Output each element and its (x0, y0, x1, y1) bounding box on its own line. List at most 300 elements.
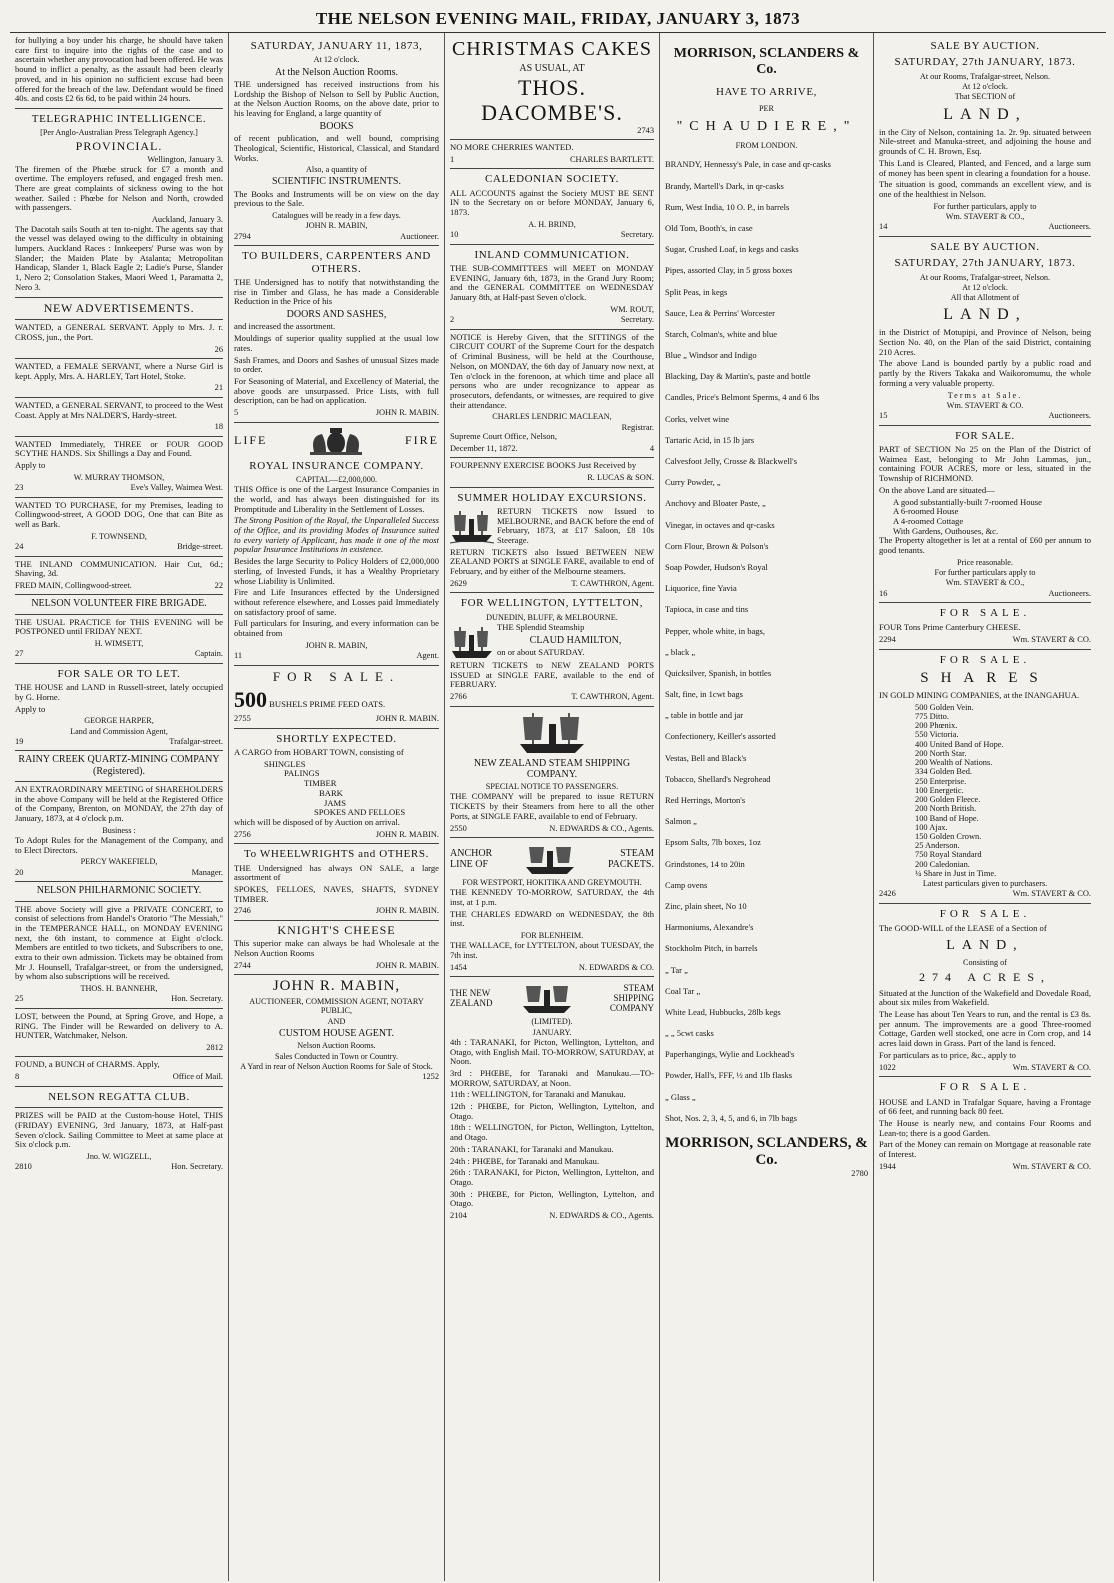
goods-item: Shot, Nos. 2, 3, 4, 5, and 6, in 7lb bags (665, 1112, 797, 1123)
divider (15, 1056, 223, 1057)
wallace-sailing: THE WALLACE, for LYTTELTON, about TUESDAY, the 7th inst. (450, 940, 654, 961)
blenheim-heading: FOR BLENHEIM. (520, 931, 584, 941)
signature-line (234, 961, 439, 970)
auctioneer-name: JOHN R. MABIN. (375, 714, 439, 724)
knights-cheese-text: This superior make can always be had Wholesale at the Nelson Auction Rooms (234, 938, 439, 959)
divider (15, 614, 223, 615)
goods-item: „ Glass „ (665, 1091, 696, 1102)
goods-item: Blacking, Day & Martin's, paste and bottle (665, 371, 811, 382)
anchor-line-right (608, 848, 654, 871)
insurance-header (234, 426, 439, 456)
from-london: FROM LONDON. (735, 141, 798, 151)
schedule-entry: 12th : PHŒBE, for Picton, Wellington, Lyttelton, and Otago. (450, 1101, 654, 1121)
auctioneer-name: Wm. STAVERT & CO. (1012, 635, 1091, 645)
signature-line (15, 994, 223, 1003)
divider (879, 425, 1091, 426)
signatory-role: Hon. Secretary. (171, 994, 223, 1004)
wellington-news: The firemen of the Phœbe struck for £7 a month and overtime. The employers refused, and engaged fresh men. There are great complaints of sickness owing to the hot weather. Sailed : Phœbe for Nelson and North, crowded with passengers. (15, 163, 223, 213)
land-heading: LAND, (943, 105, 1027, 123)
signatory: CHARLES LENDRIC MACLEAN, (492, 412, 612, 422)
shortly-expected-heading: SHORTLY EXPECTED. (276, 732, 397, 745)
nz-port-tickets: RETURN TICKETS also Issued BETWEEN NEW ZEALAND PORTS at SINGLE FARE, available to end of February, and by either of the Melbourne steamers. (450, 546, 654, 577)
divider (450, 706, 654, 707)
signature-line (879, 1162, 1091, 1171)
also-label: Also, a quantity of (306, 165, 367, 175)
land-description: The situation is good, commands an excellent view, and is one of the healthiest in Nelson. (879, 179, 1091, 199)
column-5 (873, 33, 1096, 1581)
signature-line (450, 579, 654, 588)
share-item: 200 Wealth of Nations. (915, 758, 993, 768)
insurance-text-3: Besides the large Security to Policy Holders of £2,000,000 sterling, of Invested Funds, it has a Wealthy Proprietary whose Liability is Unlimited. (234, 556, 439, 586)
insurance-text-4: Fire and Life Insurances effected by the Undersigned without reference elsewhere, and Losses paid Immediately on satisfactory proof of same. (234, 587, 439, 617)
goods-item: Epsom Salts, 7lb boxes, 1oz (665, 837, 761, 848)
goods-item: Sauce, Lea & Perrins' Worcester (665, 307, 775, 318)
auction-heading: SALE BY AUCTION. (930, 40, 1040, 52)
signature-line (15, 1162, 223, 1171)
sale-date: SATURDAY, JANUARY 11, 1873, (250, 40, 423, 52)
have-to-arrive: HAVE TO ARRIVE, (716, 85, 817, 98)
kennedy-sailing: THE KENNEDY TO-MORROW, SATURDAY, the 4th inst, at 1 p.m. (450, 887, 654, 908)
advertiser-name: F. TOWNSEND, (91, 531, 147, 541)
divider (450, 244, 654, 245)
signature-line (15, 483, 223, 492)
ad-number: 1252 (422, 1072, 439, 1082)
office-label: Office of Mail. (172, 1072, 223, 1082)
ad-number: 11 (234, 651, 243, 661)
builders-text: THE Undersigned has to notify that notwithstanding the rise in Timber and Glass, he has made a Considerable Reduction in the Price of his (234, 277, 439, 307)
divider (15, 556, 223, 557)
share-item: 334 Golden Bed. (915, 767, 972, 777)
signature-line (234, 232, 439, 241)
steamship-icon (521, 980, 573, 1016)
shares-list (879, 703, 1091, 878)
anchor-label: ANCHOR (450, 847, 493, 859)
divider (234, 422, 439, 423)
books-description: of recent publication, and well bound, comprising Theological, Scientific, Historical, Classical, and Standard Works. (234, 133, 439, 163)
auctioneer-name: JOHN R. MABIN. (375, 408, 439, 418)
steamship-icon (524, 841, 576, 877)
divider (879, 649, 1091, 650)
auctioneer-name: JOHN R. MABIN. (375, 960, 439, 970)
ad-number: 2744 (234, 960, 251, 970)
insurance-text-1: THIS Office is one of the Largest Insurance Companies in the world, and has always been distinguished for its Promptitude and Liberality in the Settlement of Losses. (234, 484, 439, 514)
signature-line (15, 1072, 223, 1081)
divider (879, 236, 1091, 237)
for-sale-heading: FOR SALE. (939, 607, 1031, 620)
ad-number: 19 (15, 736, 24, 746)
schedule-entry: 3rd : PHŒBE, for Taranaki and Manukau.—TO-MORROW, SATURDAY, at Noon. (450, 1067, 654, 1088)
philharmonic-heading: NELSON PHILHARMONIC SOCIETY. (36, 885, 202, 897)
apply-to: For particulars as to price, &c., apply to (879, 1049, 1016, 1060)
land-heading: LAND, (943, 306, 1027, 324)
column-4 (659, 33, 873, 1581)
share-item: 25 Anderson. (915, 841, 960, 851)
agent-name: JOHN R. MABIN, (305, 640, 368, 650)
catalogues-notice: Catalogues will be ready in a few days. (272, 211, 401, 221)
special-notice: SPECIAL NOTICE TO PASSENGERS. (485, 782, 619, 792)
goods-item: „ table in bottle and jar (665, 710, 744, 721)
column-3 (444, 33, 659, 1581)
goods-item: Corks, velvet wine (665, 413, 729, 424)
divider (450, 329, 654, 330)
ad-wanted-dog: WANTED TO PURCHASE, for my Premises, leading to Collingwood-street, A GOOD DOG, One that can Bite as well as Bark. (15, 499, 223, 530)
goods-item: Stockholm Pitch, in barrels (665, 943, 758, 954)
auctioneer-name: Wm. STAVERT & CO. (1012, 1062, 1091, 1072)
signature-line (450, 315, 654, 324)
apply-to: For further particulars, apply to (933, 201, 1037, 211)
divider (234, 920, 439, 921)
wheelwrights-items: SPOKES, FELLOES, NAVES, SHAFTS, SYDNEY TIMBER. (234, 883, 439, 904)
ad-number: 2550 (450, 823, 467, 833)
signatory: R. LUCAS & SON. (587, 473, 654, 483)
christmas-cakes-heading: CHRISTMAS CAKES (451, 38, 653, 60)
signatory: THOS. H. BANNEHR, (80, 984, 158, 994)
signature-line (879, 889, 1091, 898)
goods-item: BRANDY, Hennessy's Pale, in case and qr-casks (665, 159, 831, 170)
auctioneer-role: Auctioneers. (1048, 588, 1091, 598)
signature-line (234, 830, 439, 839)
instruments-heading: SCIENTIFIC INSTRUMENTS. (272, 176, 401, 188)
signatory: WM. ROUT, (610, 304, 654, 314)
insurance-text-5: Full particulars for Insuring, and every information can be obtained from (234, 618, 439, 639)
cheese-text: FOUR Tons Prime Canterbury CHEESE. (879, 622, 1021, 633)
auctioneer-name: Wm. STAVERT & CO. (1012, 1161, 1091, 1171)
nz-steam-heading: NEW ZEALAND STEAM SHIPPING COMPANY. (473, 757, 631, 780)
signature-line (450, 692, 654, 701)
inland-notice: THE SUB-COMMITTEES will MEET on MONDAY EVENING, January 6th, 1873, in the Grand Jury Room; and the GENERAL COMMITTEE on WEDNESDAY January 8th, at Half-past Seven o'clock. (450, 262, 654, 303)
royal-arms-crest-icon (306, 426, 366, 456)
for-sale-or-let-heading: FOR SALE OR TO LET. (57, 667, 181, 680)
signatory-role: Secretary. (620, 315, 654, 325)
latest-particulars: Latest particulars given to purchasers. (922, 879, 1048, 889)
signatory-role: Manager. (191, 867, 223, 877)
steamship-icon (450, 623, 494, 661)
signature-line (15, 868, 223, 877)
goods-item: Blue „ Windsor and Indigo (665, 350, 757, 361)
cargo-item: SHINGLES (264, 758, 306, 769)
nz-shipping-right: STEAM SHIPPING COMPANY (609, 983, 654, 1014)
goods-item: Candles, Price's Belmont Sperms, 4 and 6 lbs (665, 392, 820, 403)
fire-label: FIRE (404, 432, 439, 447)
cargo-item: JAMS (324, 797, 346, 808)
divider (15, 358, 223, 359)
auckland-dateline: Auckland, January 3. (151, 215, 223, 225)
divider (15, 881, 223, 882)
cargo-item: BARK (319, 787, 343, 798)
caledonian-heading: CALEDONIAN SOCIETY. (484, 173, 620, 186)
divider (234, 728, 439, 729)
ad-number: 20 (15, 867, 24, 877)
signatory-role: Captain. (194, 649, 223, 659)
apply-to: Apply to (15, 703, 46, 714)
sailing-time: on or about SATURDAY. (497, 647, 585, 658)
goods-item: Pipes, assorted Clay, in 5 gross boxes (665, 265, 793, 276)
advertiser-name: W. MURRAY THOMSON, (73, 472, 165, 482)
property-item: A 6-roomed House (893, 506, 959, 517)
divider (15, 901, 223, 902)
for-sale-or-let-text: THE HOUSE and LAND in Russell-street, lately occupied by G. Horne. (15, 682, 223, 702)
auctioneer-name: Wm. STAVERT & CO., (945, 211, 1025, 221)
ad-number: 2104 (450, 1211, 467, 1221)
divider (15, 663, 223, 664)
apply-to: Apply to (15, 460, 46, 471)
signature-line (234, 906, 439, 915)
signatory: PERCY WAKEFIELD, (80, 857, 158, 867)
ad-number: 5 (234, 408, 239, 418)
signature-line (879, 589, 1091, 598)
ad-number: 2766 (450, 692, 467, 702)
goods-item: Coal Tar „ (665, 985, 701, 996)
ad-number: 22 (214, 580, 223, 590)
auctioneer-name: JOHN R. MABIN. (375, 829, 439, 839)
divider (234, 245, 439, 246)
schedule-entry: 30th : PHŒBE, for Picton, Wellington, Lyttelton, and Otago. (450, 1188, 654, 1209)
advertiser-location: Bridge-street. (177, 542, 223, 552)
caledonian-notice: ALL ACCOUNTS against the Society MUST BE SENT IN to the Secretary on or before MONDAY, January 6, 1873. (450, 187, 654, 218)
mabin-card-name: JOHN R. MABIN, (272, 978, 401, 995)
auction-time: At 12 o'clock. (962, 82, 1008, 92)
auction-rooms: At our Rooms, Trafalgar-street, Nelson. (919, 272, 1051, 282)
wellington-route-heading: FOR WELLINGTON, LYTTELTON, (460, 597, 644, 610)
section-label: That SECTION of (954, 92, 1016, 102)
disposal-text: which will be disposed of by Auction on arrival. (234, 816, 400, 827)
property-item: A good substantially-built 7-roomed House (893, 496, 1042, 507)
goods-item: Paperhangings, Wylie and Lockhead's (665, 1049, 795, 1060)
auctioneer-role: Auctioneers. (1048, 222, 1091, 232)
sale-location: At the Nelson Auction Rooms. (274, 66, 399, 78)
divider (234, 665, 439, 666)
terms-at-sale: Terms at Sale. (947, 390, 1023, 400)
ad-number: 2294 (879, 635, 896, 645)
anchor-line-header (450, 841, 654, 877)
ad-number: 25 (15, 994, 24, 1004)
ad-number: 27 (15, 649, 24, 659)
signature-line (450, 155, 654, 164)
goods-item: Liquorice, fine Yavia (665, 583, 737, 594)
auction-heading: SALE BY AUCTION. (930, 240, 1040, 253)
goods-item: Salmon „ (665, 816, 697, 827)
ad-number: 1022 (879, 1062, 896, 1072)
divider (450, 837, 654, 838)
divider (879, 903, 1091, 904)
situated-label: On the above Land are situated— (879, 484, 995, 495)
royal-insurance-heading: ROYAL INSURANCE COMPANY. (249, 459, 424, 472)
cargo-item: TIMBER (304, 778, 337, 789)
price-label: Price reasonable. (957, 557, 1013, 567)
provincial-heading: PROVINCIAL. (75, 138, 163, 153)
allotment-label: All that Allotment of (950, 293, 1020, 303)
steamship-intro: THE Splendid Steamship (497, 622, 585, 633)
mabin-card-line: AUCTIONEER, COMMISSION AGENT, NOTARY PUBLIC, (249, 997, 424, 1016)
ship-chaudiere: "CHAUDIERE," (676, 119, 857, 135)
knights-cheese-heading: KNIGHT'S CHEESE (277, 922, 396, 937)
share-item: 200 Caledonian. (915, 859, 970, 869)
dacombe-name: THOS. DACOMBE'S. (481, 74, 623, 125)
goods-item: Anchovy and Bloater Paste, „ (665, 498, 766, 509)
books-heading: BOOKS (319, 120, 354, 132)
goods-item: Quicksilver, Spanish, in bottles (665, 667, 772, 678)
schedule-entry: 11th : WELLINGTON, for Taranaki and Manukau. (450, 1089, 626, 1100)
shares-text: IN GOLD MINING COMPANIES, at the INANGAHUA. (879, 690, 1080, 701)
agent-role: Agent. (416, 651, 439, 661)
mabin-card-line: CUSTOM HOUSE AGENT. (279, 1027, 394, 1039)
agent-location: Trafalgar-street. (169, 736, 223, 746)
property-item: With Gardens, Outhouses, &c. (893, 525, 999, 536)
ad-number: 2755 (234, 714, 251, 724)
business-text: To Adopt Rules for the Management of the Company, and to Elect Directors. (15, 835, 223, 855)
telegraphic-heading: TELEGRAPHIC INTELLIGENCE. (31, 112, 207, 125)
signatory: Jno. W. WIGZELL, (86, 1151, 152, 1161)
steamship-icon (450, 507, 494, 545)
ad-scythe-hands: WANTED Immediately, THREE or FOUR GOOD SCYTHE HANDS. Six Shillings a Day and Found. (15, 438, 223, 459)
goods-item: Rum, West India, 10 O. P., in barrels (665, 201, 790, 212)
insurance-text-2: The Strong Position of the Royal, the Unparalleled Success of the Office, and its providing Modes of Insurance suited to every variety of Applicant, has made it one of the most popular Insurance Institutions in existence. (234, 515, 439, 555)
property-item: A 4-roomed Cottage (893, 515, 964, 526)
divider (234, 974, 439, 975)
steamship-icon (517, 710, 587, 756)
share-item: 200 Phœnix. (915, 721, 958, 731)
column-1 (10, 33, 228, 1581)
divider (15, 750, 223, 751)
divider (15, 319, 223, 320)
auctioneer-role: Auctioneers. (1048, 411, 1091, 421)
nz-shipping-left: THE NEW ZEALAND (450, 988, 493, 1009)
steam-label: STEAM (620, 847, 654, 859)
lost-ring-notice: LOST, between the Pound, at Spring Grove, and Hope, a RING. The Finder will be Rewarded on delivery to A. HUNTER, Watchmaker, Nelson. (15, 1010, 223, 1041)
view-notice: The Books and Instruments will be on view on the day previous to the Sale. (234, 188, 439, 209)
divider (15, 397, 223, 398)
signature-line (450, 1211, 654, 1220)
rental-text: The Property altogether is let at a rental of £60 per annum to good tenants. (879, 535, 1091, 556)
goods-item: Old Tom, Booth's, in case (665, 222, 753, 233)
goods-item: Corn Flour, Brown & Polson's (665, 540, 769, 551)
share-item: 500 Golden Vein. (915, 702, 974, 712)
apply-to: For further particulars apply to (934, 568, 1036, 578)
for-sale-heading: FOR SALE. (939, 907, 1031, 920)
divider (15, 497, 223, 498)
circuit-court-notice: NOTICE is Hereby Given, that the SITTINGS of the CIRCUIT COURT of the Supreme Court for the despatch of Criminal Business, will be held at the Courthouse, Nelson, on MONDAY, the 6th day of January now next, at Ten o'clock in the forenoon, at which time and place all persons who are under recognizance to appear as prosecutors, defendants, or witnesses, are required to give their attendance. (450, 331, 654, 410)
land-description: This Land is Cleared, Planted, and Fenced, and a large sum of money has been spent in clearing a foundation for a house. (879, 157, 1091, 178)
nz-shipping-header (450, 980, 654, 1016)
cherries-notice: NO MORE CHERRIES WANTED. (450, 142, 574, 153)
signature-line (234, 651, 439, 660)
court-office: Supreme Court Office, Nelson, (450, 431, 558, 442)
lease-location: Situated at the Junction of the Wakefield and Dovedale Road, about six miles from Wakefield. (879, 987, 1091, 1008)
auction-date: SATURDAY, 27th JANUARY, 1873. (894, 257, 1076, 270)
goods-item: Pepper, whole white, in bags, (665, 625, 765, 636)
new-advertisements-heading: NEW ADVERTISEMENTS. (43, 300, 195, 315)
divider (450, 592, 654, 593)
ad-number: 23 (15, 483, 24, 493)
house-text: The House is nearly new, and contains Four Rooms and Lean-to; there is a good Garden. (879, 1117, 1091, 1138)
goods-item: „ „ 5cwt casks (665, 1028, 714, 1039)
divider (879, 1076, 1091, 1077)
acres-heading: 274 ACRES, (918, 970, 1051, 985)
signatory: A. H. BRIND, (528, 219, 576, 229)
limited-label: (LIMITED). (531, 1017, 573, 1027)
agent-name: T. CAWTHRON, Agent. (571, 578, 654, 588)
shares-heading: SHARES (920, 670, 1050, 687)
signature-line (15, 737, 223, 746)
cargo-text: A CARGO from HOBART TOWN, consisting of (234, 746, 404, 757)
philharmonic-notice: THE above Society will give a PRIVATE CONCERT, to consist of selections from Handel's Oratorio "The Messiah," in the TEMPERANCE HALL, on MONDAY EVENING next, the 6th instant, to commence at Eight o'clock. Members are entitled to two tickets, and Subscribers to one, extra to their own admission. Tickets may be obtained from Mr J. Hounsell, Trafalgar-street, or from the undersigned, by whom also subscriptions will be received. (15, 903, 223, 982)
regatta-notice: PRIZES will be PAID at the Custom-house Hotel, THIS (FRIDAY) EVENING, 3rd January, 1873, at Half-past Seven o'clock. Sailing Committee to Meet at same place at Six o'clock p.m. (15, 1110, 223, 1150)
for-sale-heading: FOR SALE. (955, 429, 1015, 442)
lease-text: The Lease has about Ten Years to run, and the rental is £3 8s. per annum. The improvements are a good Three-roomed Cottage, Garden well stocked, one acre in Corn crop, and 14 acres laid down in Grass. Part of the land is fenced. (879, 1009, 1091, 1049)
goods-item: Sugar, Crushed Loaf, in kegs and casks (665, 244, 799, 255)
sash-frames-text: Sash Frames, and Doors and Sashes of unusual Sizes made to order. (234, 354, 439, 375)
wheelwrights-text: THE Undersigned has always ON SALE, a large assortment of (234, 862, 439, 883)
signature-line (879, 1063, 1091, 1072)
charles-edward-sailing: THE CHARLES EDWARD on WEDNESDAY, the 8th inst. (450, 908, 654, 929)
signature-line (450, 444, 654, 453)
books-sale-text: THE undersigned has received instructions from his Lordship the Bishop of Nelson to Sell by Public Auction, at the Nelson Auction Rooms, on the above date, prior to his leaving for England, a large quantity of (234, 78, 439, 119)
goods-item: Confectionery, Keiller's assorted (665, 731, 776, 742)
ad-number: 1 (450, 154, 455, 164)
builders-heading: TO BUILDERS, CARPENTERS AND OTHERS. (242, 250, 431, 275)
signatory: CHARLES BARTLETT. (569, 154, 654, 164)
agent-name: N. EDWARDS & CO., Agents. (549, 1211, 654, 1221)
schedule-entry: 24th : PHŒBE, for Taranaki and Manukau. (450, 1155, 600, 1166)
mabin-card-line: A Yard in rear of Nelson Auction Rooms for Sale of Stock. (240, 1061, 433, 1071)
notice-date: December 11, 1872. (450, 443, 518, 453)
ad-number: 10 (450, 230, 459, 240)
share-item: 550 Victoria. (915, 730, 959, 740)
divider (15, 108, 223, 109)
goods-item: Split Peas, in kegs (665, 286, 728, 297)
ad-number: 4 (649, 443, 654, 453)
ad-number: 1944 (879, 1161, 896, 1171)
exercise-books-notice: FOURPENNY EXERCISE BOOKS Just Received by (450, 460, 637, 471)
oats-quantity: 500 (234, 687, 267, 713)
signature-line (15, 581, 223, 590)
signature-line (450, 963, 654, 972)
ad-servant-west-coast: WANTED, a GENERAL SERVANT, to proceed to the West Coast. Apply at Mrs NALDER'S, Hardy-street. (15, 399, 223, 420)
mabin-card-line: Sales Conducted in Town or Country. (275, 1051, 398, 1061)
wheelwrights-heading: To WHEELWRIGHTS and OTHERS. (244, 848, 429, 861)
goods-item: White Lead, Hubbucks, 28lb kegs (665, 1006, 781, 1017)
ad-general-servant: WANTED, a GENERAL SERVANT. Apply to Mrs. J. r. CROSS, jun., the Port. (15, 322, 223, 342)
share-item: 250 Enterprise. (915, 776, 967, 786)
goods-list (665, 160, 868, 1123)
auctioneer-role: Auctioneer. (400, 231, 439, 241)
ad-number: 2746 (234, 906, 251, 916)
land-description: in the City of Nelson, containing 1a. 2r. 9p. situated between Nile-street and Manuka-street, and adjoining the house and grounds of C. H. Brown, Esq. (879, 126, 1091, 157)
share-item: 200 North Star. (915, 748, 967, 758)
auctioneer-name: JOHN R. MABIN, (305, 221, 368, 231)
firm-heading: MORRISON, SCLANDERS & Co. (673, 46, 860, 77)
share-item: 775 Ditto. (915, 711, 949, 721)
return-tickets-text: RETURN TICKETS to NEW ZEALAND PORTS ISSUED at SINGLE FARE, available to the end of FEBRUARY. (450, 660, 654, 690)
land-description: The above Land is bounded partly by a public road and partly by the Rivers Takaka and Waikoromumu, the whole forming a very valuable property. (879, 358, 1091, 388)
goods-item: Tartaric Acid, in 15 lb jars (665, 434, 755, 445)
signature-line (234, 408, 439, 417)
auction-rooms: At our Rooms, Trafalgar-street, Nelson. (919, 71, 1051, 81)
share-item: 400 United Band of Hope. (915, 739, 1004, 749)
ad-number: 1454 (450, 962, 467, 972)
goods-item: Soap Powder, Hudson's Royal (665, 561, 768, 572)
divider (15, 436, 223, 437)
schedule-entry: 20th : TARANAKI, for Taranaki and Manukau. (450, 1143, 614, 1154)
signature-line (234, 714, 439, 723)
section-25-text: PART of SECTION No 25 on the Plan of the District of Waimea East, belonging to Mr John Lammas, jun., containing FOUR ACRES, more or less, situated in the Township of RICHMOND. (879, 444, 1091, 484)
ad-hair-cut: THE INLAND COMMUNICATION. Hair Cut, 6d.; Shaving, 3d. (15, 558, 223, 579)
auctioneer-name: Wm. STAVERT & CO. (1012, 889, 1091, 899)
auckland-news: The Dacotah sails South at ten to-night. The agents say that the vessel was delayed owing to the difficulty in obtaining lumpers. Auckland Races : Innkeepers' Purse was won by Slander; the Maiden Plate by Atalanta; Metropolitan Handicap, Slander 1, Black Eagle 2; Ladie's Purse, Slander 1, Nero 2; Consolation Stakes, Maori Weed 1, Paramatta 2, Nero 3. (15, 223, 223, 292)
divider (450, 168, 654, 169)
firm-footer: MORRISON, SCLANDERS, & Co. (665, 1135, 868, 1168)
share-item: 100 Band of Hope. (915, 813, 979, 823)
